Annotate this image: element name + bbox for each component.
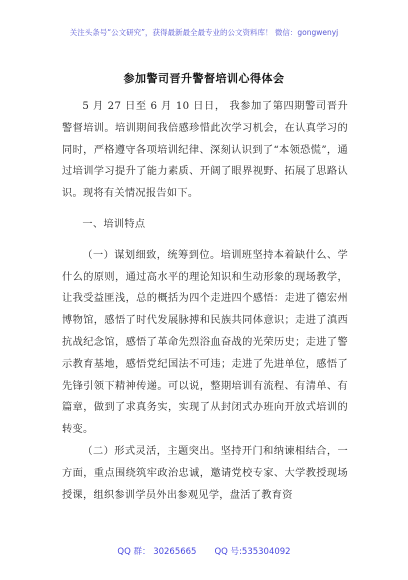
section-paragraph-1: （一）谋划细致，统筹到位。培训班坚持本着缺什么、学什么的原则，通过高水平的理论知识和生动形象的现场教学，让我受益匪浅，总的概括为四个走进四个感悟：走进了德宏州博物馆，感悟了时代发展脉搏和民族共同体意识；走进了滇西抗战纪念馆，感悟了革命先烈浴血奋战的光荣历史；走进了警示教育基地，感悟党纪国法不可违；走进了先进单位，感悟了先锋引领下精神传递。可以说，整期培训有流程、有清单、有篇章，做到了求真务实，实现了从封闭式办班向开放式培训的转变。: [62, 249, 348, 436]
header-notice: 关注头条号“公文研究”，获得最新最全最专业的公文资料库！ 微信：gongwenyj: [69, 28, 339, 37]
document-title: 参加警司晋升警督培训心得体会: [123, 72, 285, 85]
section-heading: 一、培训特点: [82, 218, 146, 230]
section-paragraph-2: （二）形式灵活，主题突出。坚持开门和纳谏相结合，一方面，重点围绕筑牢政治忠诚，邀请党校专家、大学教授现场授课，组织参训学员外出参观见学，盘活了教育资: [62, 445, 348, 501]
footer-qq-number: QQ 号:535304092: [214, 547, 291, 557]
intro-paragraph: 5 月 27 日至 6 月 10 日日， 我参加了第四期警司晋升警督培训。培训期间我倍感珍惜此次学习机会，在认真学习的同时，严格遵守各项培训纪律、深刻认识到了“本领恐慌”，通过培训学习提升了能力素质、开阔了眼界视野、拓展了思路认识。现将有关情况报告如下。: [62, 101, 348, 200]
document-body: [62, 96, 348, 506]
footer-contact: [0, 545, 408, 557]
footer-qq-group: QQ 群： 30265665: [117, 547, 197, 557]
